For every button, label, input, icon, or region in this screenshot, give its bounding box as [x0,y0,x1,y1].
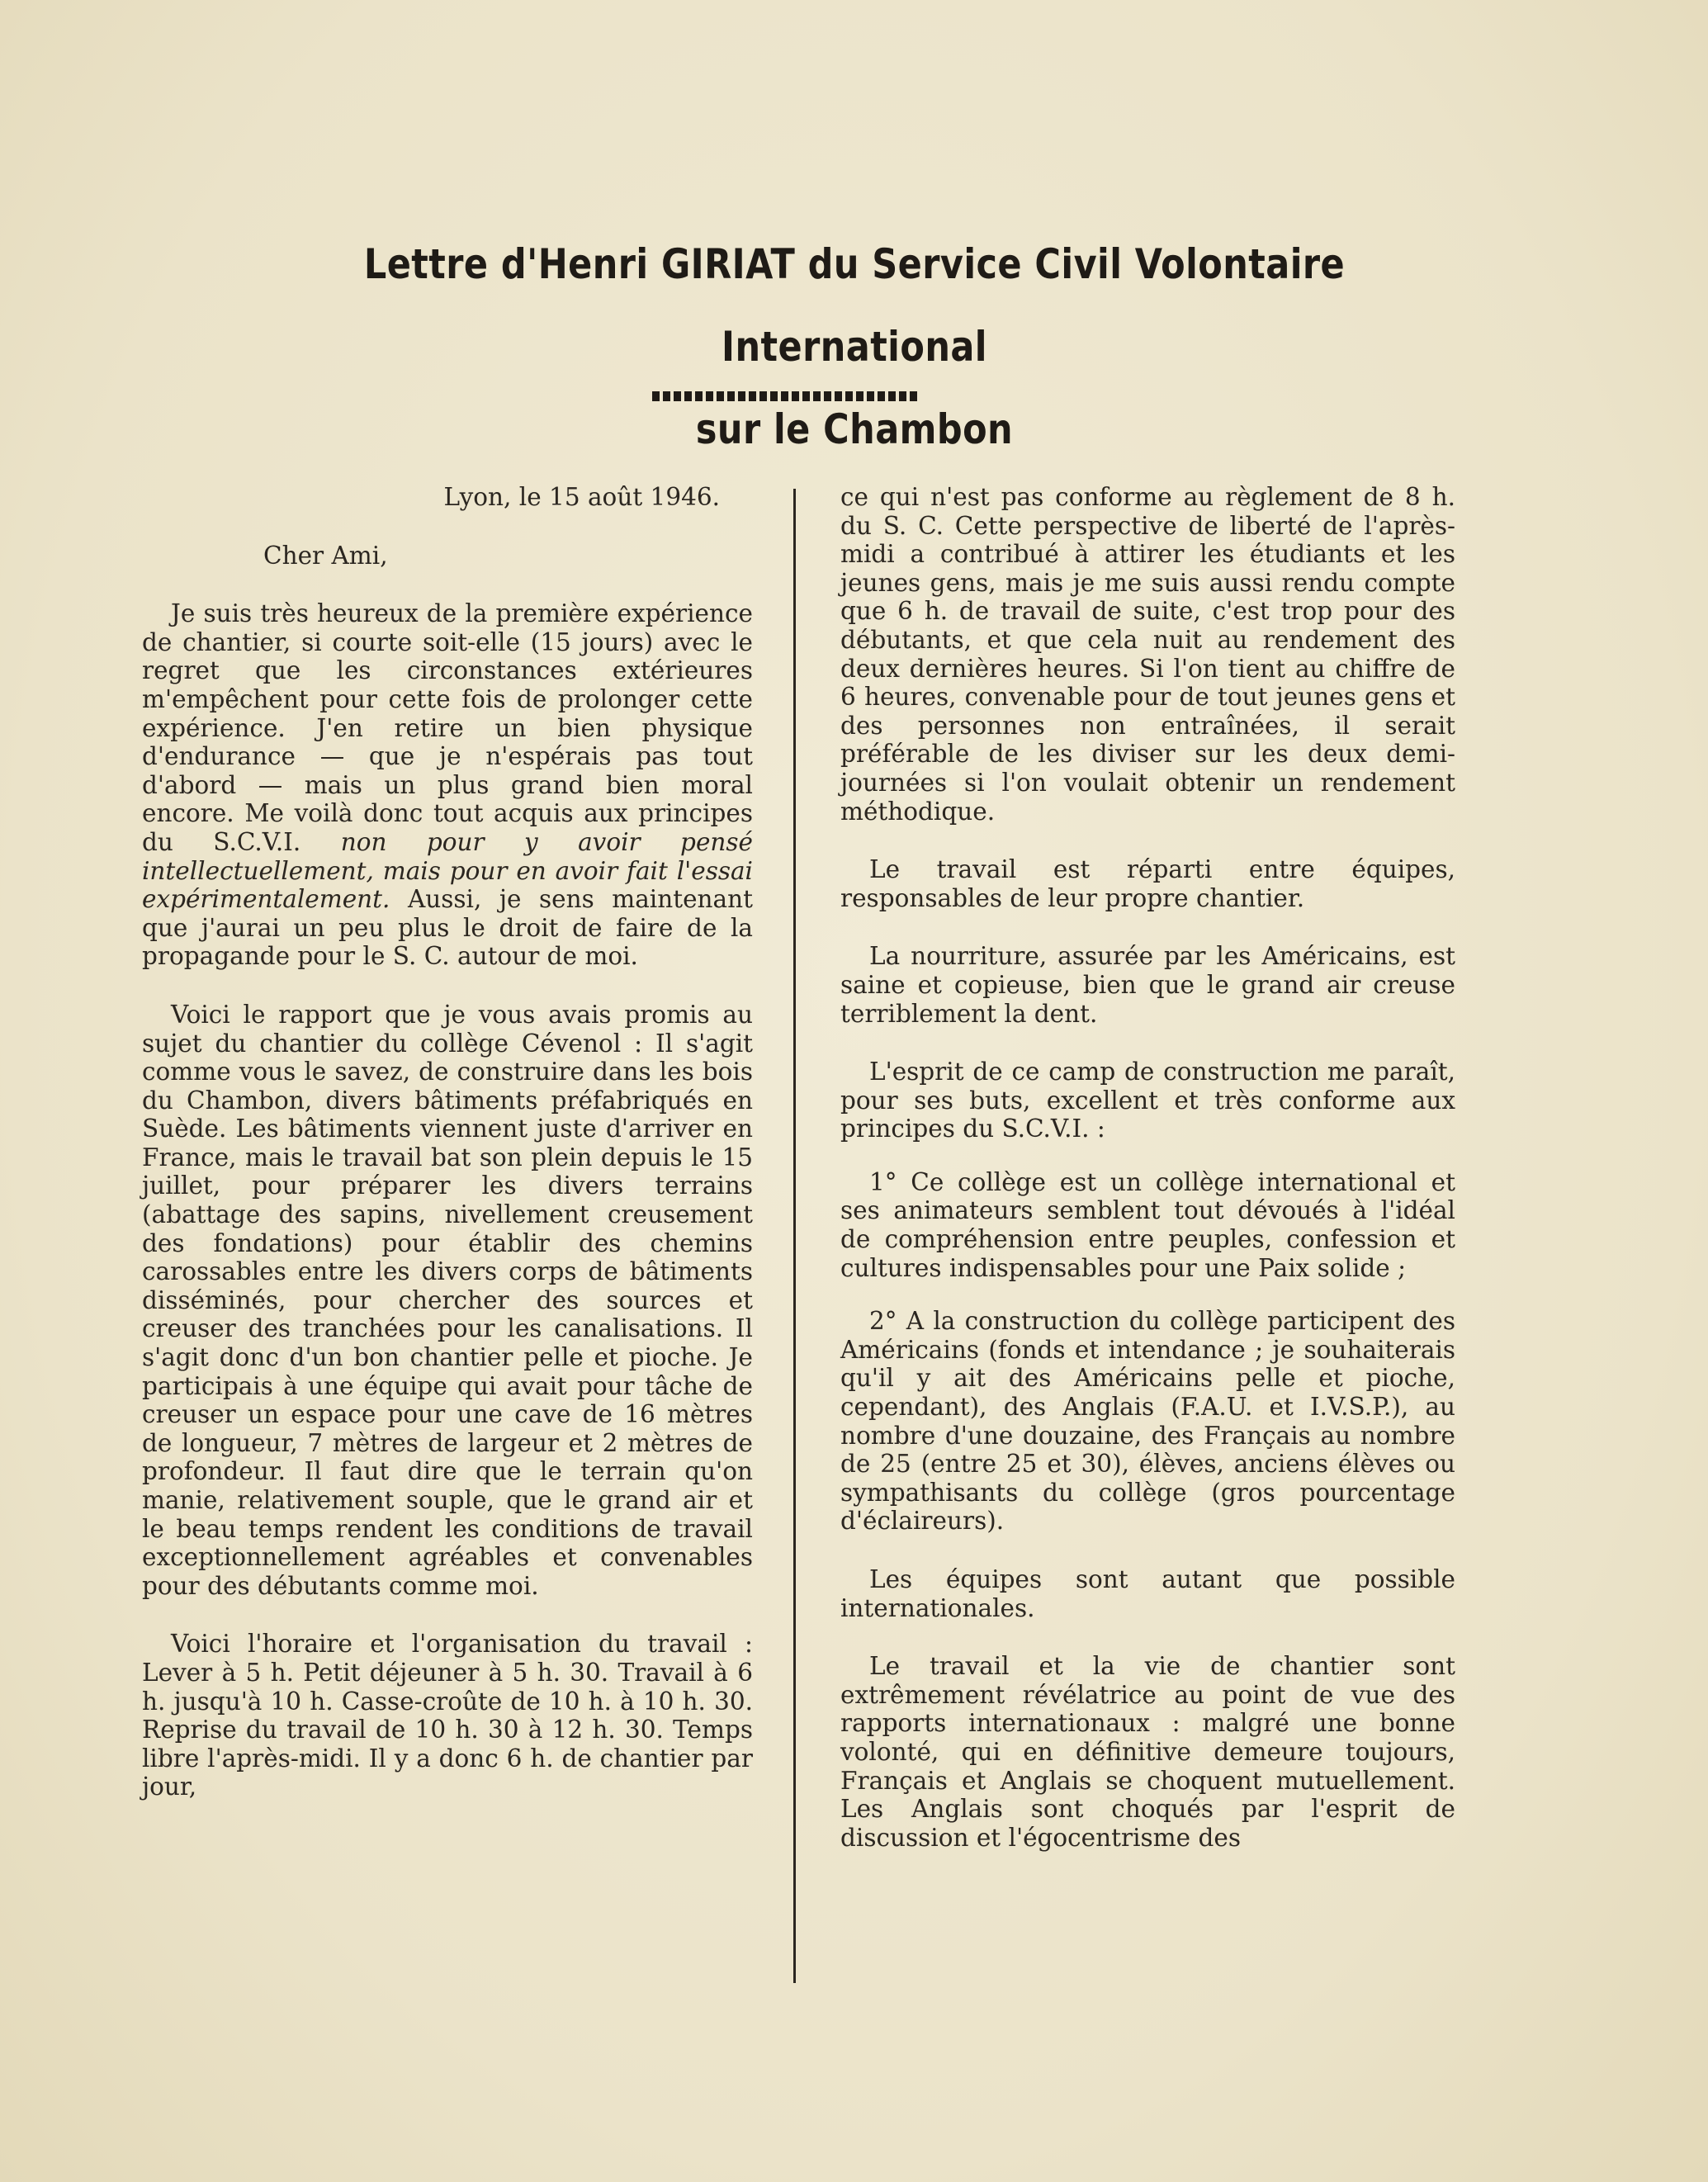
paragraph-3-continued: ce qui n'est pas conforme au règlement de 8 h. du S. C. Cette perspective de liberté de l'après-midi a contribué à attirer les étudiants et les jeunes gens, mais je me suis aussi rendu compte que 6 h. de travail de suite, c'est trop pour des débutants, et que cela nuit au rendement des deux dernières heures. Si l'on tient au chiffre de 6 heures, convenable pour de tout jeunes gens et des personnes non entraînées, il serait préférable de les diviser sur les deux demi-journées si l'on voulait obtenir un rendement méthodique. [840,483,1455,826]
list-item-1: 1° Ce collège est un collège international et ses animateurs semblent tout dévoués à l'idéal de compréhension entre peuples, confession et cultures indispensables pour une Paix solide ; [840,1167,1455,1282]
paragraph-7: Les équipes sont autant que possible internationales. [840,1565,1455,1622]
page-subtitle: sur le Chambon [695,405,1014,453]
list-item-2: 2° A la construction du collège participent des Américains (fonds et intendance ; je souhaiterais qu'il y ait des Américains pelle et pioche, cependant), des Anglais (F.A.U. et I.V.S.P.), au nombre d'une douzaine, des Français au nombre de 25 (entre 25 et 30), élèves, anciens élèves ou sympathisants du collège (gros pourcentage d'éclaireurs). [840,1307,1455,1536]
paragraph-1-italic: non pour y avoir pensé intellectuellement, mais pour en avoir fait l'essai expérimentalement. [142,827,753,914]
paragraph-6: L'esprit de ce camp de construction me paraît, pour ses buts, excellent et très conforme aux principes du S.C.V.I. : [840,1058,1455,1143]
paragraph-2: Voici le rapport que je vous avais promis au sujet du chantier du collège Cévenol : Il s'agit comme vous le savez, de construire dans les bois du Chambon, divers bâtiments préfabriqués en Suède. Les bâtiments viennent juste d'arriver en France, mais le travail bat son plein depuis le 15 juillet, pour préparer les divers terrains (abattage des sapins, nivellement creusement des fondations) pour établir des chemins carossables entre les divers corps de bâtiments disséminés, pour chercher des sources et creuser des tranchées pour les canalisations. Il s'agit donc d'un bon chantier pelle et pioche. Je participais à une équipe qui avait pour tâche de creuser un espace pour une cave de 16 mètres de longueur, 7 mètres de largeur et 2 mètres de profondeur. Il faut dire que le terrain qu'on manie, relativement souple, que le grand air et le beau temps rendent les conditions de travail exceptionnellement agréables et convenables pour des débutants comme moi. [142,1000,753,1600]
right-column [840,483,1455,1852]
paragraph-8: Le travail et la vie de chantier sont extrêmement révélatrice au point de vue des rapports internationaux : malgré une bonne volonté, qui en définitive demeure toujours, Français et Anglais se choquent mutuellement. Les Anglais sont choqués par l'esprit de discussion et l'égocentrisme des [840,1652,1455,1852]
title-dotted-rule [652,391,920,401]
paragraph-4: Le travail est réparti entre équipes, responsables de leur propre chantier. [840,855,1455,912]
title-block [132,223,1577,471]
salutation: Cher Ami, [263,541,388,570]
column-divider [793,489,796,1983]
paragraph-5: La nourriture, assurée par les Américains, est saine et copieuse, bien que le grand air creuse terriblement la dent. [840,942,1455,1028]
paragraph-1-end: Aussi, je sens maintenant que j'aurai un peu plus le droit de faire de la propagande pour le S. C. autour de moi. [142,885,753,971]
left-column [142,483,753,1801]
paragraph-1 [142,599,753,971]
dateline: Lyon, le 15 août 1946. [443,483,720,511]
paragraph-3: Voici l'horaire et l'organisation du travail : Lever à 5 h. Petit déjeuner à 5 h. 30. Travail à 6 h. jusqu'à 10 h. Casse-croûte de 10 h. à 10 h. 30. Reprise du travail de 10 h. 30 à 12 h. 30. Temps libre l'après-midi. Il y a donc 6 h. de chantier par jour, [142,1630,753,1801]
page-title: Lettre d'Henri GIRIAT du Service Civil Volontaire International [363,240,1346,371]
paragraph-1-text: Je suis très heureux de la première expérience de chantier, si courte soit-elle (15 jours) avec le regret que les circonstances extérieures m'empêchent pour cette fois de prolonger cette expérience. J'en retire un bien physique d'endurance — que je n'espérais pas tout d'abord — mais un plus grand bien moral encore. Me voilà donc tout acquis aux principes du S.C.V.I. [142,599,753,856]
